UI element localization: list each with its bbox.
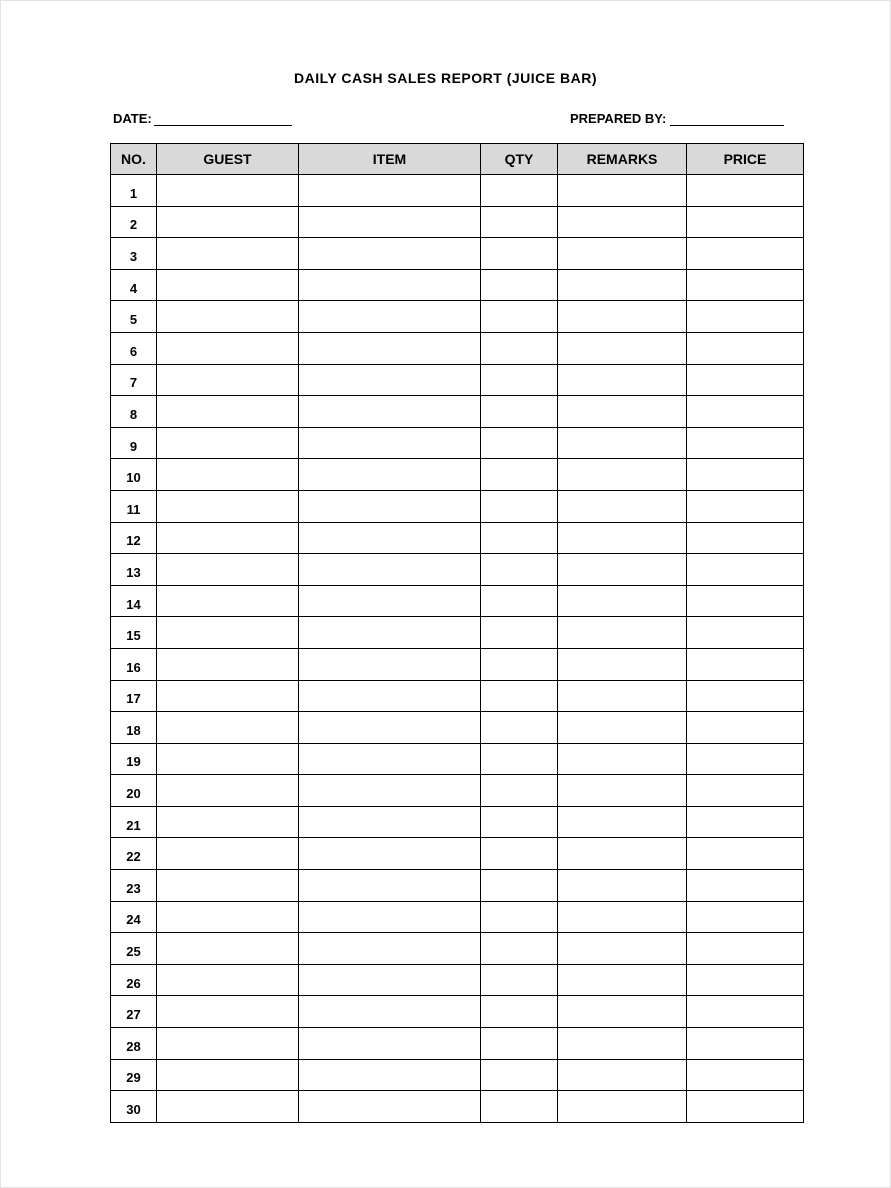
table-row — [111, 269, 804, 301]
table-row — [111, 459, 804, 491]
guest-cell[interactable] — [157, 1059, 299, 1091]
row-number: 15 — [111, 617, 157, 649]
remarks-cell[interactable] — [558, 396, 687, 428]
row-number: 13 — [111, 554, 157, 586]
price-cell[interactable] — [687, 996, 804, 1028]
item-cell[interactable] — [299, 996, 481, 1028]
qty-cell[interactable] — [481, 617, 558, 649]
table-row — [111, 490, 804, 522]
guest-cell[interactable] — [157, 870, 299, 902]
row-number: 18 — [111, 712, 157, 744]
price-cell[interactable] — [687, 1059, 804, 1091]
item-cell[interactable] — [299, 933, 481, 965]
header-qty: QTY — [481, 144, 558, 175]
remarks-cell[interactable] — [558, 743, 687, 775]
item-cell[interactable] — [299, 1091, 481, 1123]
table-row — [111, 933, 804, 965]
guest-cell[interactable] — [157, 901, 299, 933]
table-row — [111, 743, 804, 775]
remarks-cell[interactable] — [558, 712, 687, 744]
table-row — [111, 617, 804, 649]
item-cell[interactable] — [299, 206, 481, 238]
table-row — [111, 332, 804, 364]
guest-cell[interactable] — [157, 775, 299, 807]
remarks-cell[interactable] — [558, 585, 687, 617]
row-number: 25 — [111, 933, 157, 965]
guest-cell[interactable] — [157, 396, 299, 428]
guest-cell[interactable] — [157, 238, 299, 270]
remarks-cell[interactable] — [558, 648, 687, 680]
qty-cell[interactable] — [481, 554, 558, 586]
guest-cell[interactable] — [157, 206, 299, 238]
row-number: 11 — [111, 490, 157, 522]
item-cell[interactable] — [299, 554, 481, 586]
row-number: 24 — [111, 901, 157, 933]
row-number: 3 — [111, 238, 157, 270]
table-row — [111, 680, 804, 712]
item-cell[interactable] — [299, 175, 481, 207]
remarks-cell[interactable] — [558, 680, 687, 712]
price-cell[interactable] — [687, 490, 804, 522]
remarks-cell[interactable] — [558, 238, 687, 270]
remarks-cell[interactable] — [558, 1059, 687, 1091]
row-number: 2 — [111, 206, 157, 238]
item-cell[interactable] — [299, 301, 481, 333]
remarks-cell[interactable] — [558, 933, 687, 965]
remarks-cell[interactable] — [558, 175, 687, 207]
table-row — [111, 964, 804, 996]
table-row — [111, 901, 804, 933]
qty-cell[interactable] — [481, 806, 558, 838]
row-number: 21 — [111, 806, 157, 838]
remarks-cell[interactable] — [558, 775, 687, 807]
qty-cell[interactable] — [481, 427, 558, 459]
guest-cell[interactable] — [157, 680, 299, 712]
item-cell[interactable] — [299, 648, 481, 680]
remarks-cell[interactable] — [558, 427, 687, 459]
remarks-cell[interactable] — [558, 901, 687, 933]
qty-cell[interactable] — [481, 206, 558, 238]
table-row — [111, 838, 804, 870]
guest-cell[interactable] — [157, 648, 299, 680]
row-number: 30 — [111, 1091, 157, 1123]
table-row — [111, 648, 804, 680]
qty-cell[interactable] — [481, 585, 558, 617]
qty-cell[interactable] — [481, 301, 558, 333]
table-row — [111, 775, 804, 807]
table-row — [111, 870, 804, 902]
row-number: 26 — [111, 964, 157, 996]
qty-cell[interactable] — [481, 648, 558, 680]
header-guest: GUEST — [157, 144, 299, 175]
price-cell[interactable] — [687, 364, 804, 396]
qty-cell[interactable] — [481, 775, 558, 807]
price-cell[interactable] — [687, 427, 804, 459]
table-row — [111, 1059, 804, 1091]
item-cell[interactable] — [299, 806, 481, 838]
qty-cell[interactable] — [481, 269, 558, 301]
price-cell[interactable] — [687, 617, 804, 649]
date-field — [113, 109, 292, 126]
price-cell[interactable] — [687, 459, 804, 491]
price-cell[interactable] — [687, 680, 804, 712]
guest-cell[interactable] — [157, 964, 299, 996]
remarks-cell[interactable] — [558, 301, 687, 333]
price-cell[interactable] — [687, 901, 804, 933]
item-cell[interactable] — [299, 585, 481, 617]
table-row — [111, 1091, 804, 1123]
guest-cell[interactable] — [157, 522, 299, 554]
item-cell[interactable] — [299, 1028, 481, 1060]
price-cell[interactable] — [687, 175, 804, 207]
row-number: 22 — [111, 838, 157, 870]
qty-cell[interactable] — [481, 522, 558, 554]
remarks-cell[interactable] — [558, 332, 687, 364]
guest-cell[interactable] — [157, 838, 299, 870]
date-blank-line[interactable] — [154, 109, 292, 126]
price-cell[interactable] — [687, 806, 804, 838]
item-cell[interactable] — [299, 364, 481, 396]
item-cell[interactable] — [299, 680, 481, 712]
item-cell[interactable] — [299, 522, 481, 554]
guest-cell[interactable] — [157, 617, 299, 649]
item-cell[interactable] — [299, 396, 481, 428]
table-row — [111, 522, 804, 554]
qty-cell[interactable] — [481, 964, 558, 996]
remarks-cell[interactable] — [558, 459, 687, 491]
table-row — [111, 806, 804, 838]
row-number: 17 — [111, 680, 157, 712]
table-row — [111, 996, 804, 1028]
row-number: 10 — [111, 459, 157, 491]
qty-cell[interactable] — [481, 680, 558, 712]
remarks-cell[interactable] — [558, 490, 687, 522]
report-title: DAILY CASH SALES REPORT (JUICE BAR) — [294, 70, 597, 86]
remarks-cell[interactable] — [558, 206, 687, 238]
item-cell[interactable] — [299, 964, 481, 996]
qty-cell[interactable] — [481, 490, 558, 522]
price-cell[interactable] — [687, 522, 804, 554]
remarks-cell[interactable] — [558, 964, 687, 996]
table-row — [111, 364, 804, 396]
price-cell[interactable] — [687, 238, 804, 270]
item-cell[interactable] — [299, 743, 481, 775]
price-cell[interactable] — [687, 301, 804, 333]
row-number: 19 — [111, 743, 157, 775]
guest-cell[interactable] — [157, 332, 299, 364]
guest-cell[interactable] — [157, 1091, 299, 1123]
item-cell[interactable] — [299, 238, 481, 270]
qty-cell[interactable] — [481, 838, 558, 870]
remarks-cell[interactable] — [558, 617, 687, 649]
row-number: 5 — [111, 301, 157, 333]
item-cell[interactable] — [299, 459, 481, 491]
price-cell[interactable] — [687, 933, 804, 965]
price-cell[interactable] — [687, 332, 804, 364]
guest-cell[interactable] — [157, 301, 299, 333]
item-cell[interactable] — [299, 775, 481, 807]
price-cell[interactable] — [687, 269, 804, 301]
row-number: 7 — [111, 364, 157, 396]
row-number: 12 — [111, 522, 157, 554]
guest-cell[interactable] — [157, 175, 299, 207]
price-cell[interactable] — [687, 964, 804, 996]
row-number: 9 — [111, 427, 157, 459]
remarks-cell[interactable] — [558, 996, 687, 1028]
remarks-cell[interactable] — [558, 554, 687, 586]
row-number: 8 — [111, 396, 157, 428]
qty-cell[interactable] — [481, 396, 558, 428]
table-row — [111, 427, 804, 459]
guest-cell[interactable] — [157, 490, 299, 522]
item-cell[interactable] — [299, 490, 481, 522]
price-cell[interactable] — [687, 206, 804, 238]
item-cell[interactable] — [299, 838, 481, 870]
row-number: 29 — [111, 1059, 157, 1091]
table-header-row — [111, 144, 804, 175]
remarks-cell[interactable] — [558, 1028, 687, 1060]
price-cell[interactable] — [687, 648, 804, 680]
item-cell[interactable] — [299, 269, 481, 301]
price-cell[interactable] — [687, 838, 804, 870]
header-price: PRICE — [687, 144, 804, 175]
table-row — [111, 238, 804, 270]
qty-cell[interactable] — [481, 712, 558, 744]
guest-cell[interactable] — [157, 933, 299, 965]
price-cell[interactable] — [687, 870, 804, 902]
prepared-by-blank-line[interactable] — [670, 109, 784, 126]
guest-cell[interactable] — [157, 743, 299, 775]
item-cell[interactable] — [299, 617, 481, 649]
prepared-by-label: PREPARED BY: — [570, 111, 667, 126]
row-number: 6 — [111, 332, 157, 364]
item-cell[interactable] — [299, 427, 481, 459]
guest-cell[interactable] — [157, 996, 299, 1028]
item-cell[interactable] — [299, 901, 481, 933]
remarks-cell[interactable] — [558, 364, 687, 396]
item-cell[interactable] — [299, 1059, 481, 1091]
guest-cell[interactable] — [157, 585, 299, 617]
date-label: DATE: — [113, 111, 152, 126]
row-number: 20 — [111, 775, 157, 807]
header-remarks: REMARKS — [558, 144, 687, 175]
sales-table — [110, 143, 804, 1123]
remarks-cell[interactable] — [558, 838, 687, 870]
qty-cell[interactable] — [481, 901, 558, 933]
row-number: 27 — [111, 996, 157, 1028]
remarks-cell[interactable] — [558, 806, 687, 838]
price-cell[interactable] — [687, 1028, 804, 1060]
guest-cell[interactable] — [157, 459, 299, 491]
qty-cell[interactable] — [481, 175, 558, 207]
qty-cell[interactable] — [481, 459, 558, 491]
table-row — [111, 1028, 804, 1060]
row-number: 14 — [111, 585, 157, 617]
header-no: NO. — [111, 144, 157, 175]
prepared-by-field — [570, 109, 784, 126]
row-number: 1 — [111, 175, 157, 207]
qty-cell[interactable] — [481, 933, 558, 965]
table-row — [111, 396, 804, 428]
row-number: 4 — [111, 269, 157, 301]
guest-cell[interactable] — [157, 269, 299, 301]
remarks-cell[interactable] — [558, 522, 687, 554]
price-cell[interactable] — [687, 712, 804, 744]
table-row — [111, 712, 804, 744]
qty-cell[interactable] — [481, 238, 558, 270]
price-cell[interactable] — [687, 585, 804, 617]
qty-cell[interactable] — [481, 332, 558, 364]
price-cell[interactable] — [687, 775, 804, 807]
row-number: 28 — [111, 1028, 157, 1060]
table-row — [111, 206, 804, 238]
price-cell[interactable] — [687, 554, 804, 586]
remarks-cell[interactable] — [558, 870, 687, 902]
qty-cell[interactable] — [481, 870, 558, 902]
qty-cell[interactable] — [481, 743, 558, 775]
guest-cell[interactable] — [157, 806, 299, 838]
row-number: 23 — [111, 870, 157, 902]
item-cell[interactable] — [299, 712, 481, 744]
qty-cell[interactable] — [481, 1091, 558, 1123]
guest-cell[interactable] — [157, 554, 299, 586]
header-item: ITEM — [299, 144, 481, 175]
table-row — [111, 175, 804, 207]
guest-cell[interactable] — [157, 712, 299, 744]
price-cell[interactable] — [687, 1091, 804, 1123]
guest-cell[interactable] — [157, 1028, 299, 1060]
qty-cell[interactable] — [481, 1028, 558, 1060]
remarks-cell[interactable] — [558, 269, 687, 301]
price-cell[interactable] — [687, 743, 804, 775]
table-row — [111, 585, 804, 617]
price-cell[interactable] — [687, 396, 804, 428]
table-row — [111, 301, 804, 333]
guest-cell[interactable] — [157, 427, 299, 459]
row-number: 16 — [111, 648, 157, 680]
qty-cell[interactable] — [481, 1059, 558, 1091]
item-cell[interactable] — [299, 332, 481, 364]
guest-cell[interactable] — [157, 364, 299, 396]
remarks-cell[interactable] — [558, 1091, 687, 1123]
item-cell[interactable] — [299, 870, 481, 902]
qty-cell[interactable] — [481, 996, 558, 1028]
table-row — [111, 554, 804, 586]
qty-cell[interactable] — [481, 364, 558, 396]
